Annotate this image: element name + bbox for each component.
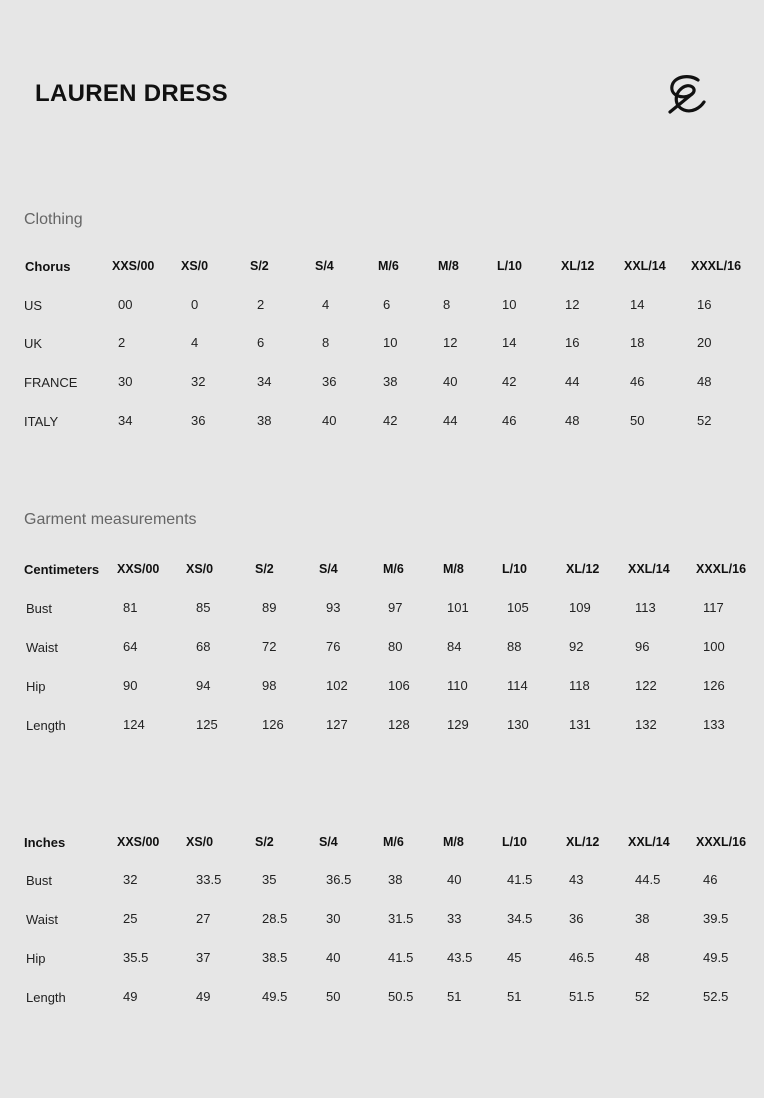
table-cell: 16 <box>697 297 712 312</box>
table-cell: 49 <box>123 989 138 1004</box>
table-cell: 133 <box>703 717 725 732</box>
table-cell: 30 <box>326 911 341 926</box>
row-label: Bust <box>26 601 53 616</box>
table-corner-label: Centimeters <box>24 562 100 577</box>
table-cell: 96 <box>635 639 650 654</box>
table-cell: 44 <box>565 374 580 389</box>
size-header: M/8 <box>443 562 464 576</box>
table-cell: 125 <box>196 717 218 732</box>
row-label: FRANCE <box>24 375 78 390</box>
size-header: M/8 <box>438 259 459 273</box>
table-cell: 12 <box>443 335 458 350</box>
table-cell: 49.5 <box>703 950 729 965</box>
table-cell: 105 <box>507 600 529 615</box>
size-header: S/2 <box>250 259 269 273</box>
table-cell: 44 <box>443 413 458 428</box>
table-cell: 50 <box>630 413 645 428</box>
table-cell: 12 <box>565 297 580 312</box>
table-cell: 48 <box>697 374 712 389</box>
table-cell: 36 <box>322 374 337 389</box>
table-cell: 100 <box>703 639 725 654</box>
table-cell: 88 <box>507 639 522 654</box>
size-header: XXS/00 <box>117 835 160 849</box>
table-cell: 128 <box>388 717 410 732</box>
size-header: XXL/14 <box>624 259 666 273</box>
table-cell: 48 <box>565 413 580 428</box>
table-cell: 40 <box>322 413 337 428</box>
size-header: XS/0 <box>181 259 209 273</box>
size-header: S/4 <box>319 835 338 849</box>
table-cell: 8 <box>322 335 330 350</box>
size-header: XS/0 <box>186 835 214 849</box>
size-header: XXL/14 <box>628 835 670 849</box>
table-cell: 2 <box>257 297 265 312</box>
table-cell: 41.5 <box>507 872 533 887</box>
table-cell: 106 <box>388 678 410 693</box>
table-cell: 64 <box>123 639 138 654</box>
table-cell: 38 <box>257 413 272 428</box>
row-label: ITALY <box>24 414 59 429</box>
size-header: L/10 <box>497 259 523 273</box>
table-cell: 4 <box>322 297 330 312</box>
table-cell: 27 <box>196 911 211 926</box>
size-header: XXL/14 <box>628 562 670 576</box>
table-cell: 46 <box>630 374 645 389</box>
table-cell: 4 <box>191 335 199 350</box>
table-cell: 34 <box>118 413 133 428</box>
size-header: L/10 <box>502 562 528 576</box>
table-cell: 35 <box>262 872 277 887</box>
row-label: Waist <box>26 640 59 655</box>
table-cell: 8 <box>443 297 451 312</box>
section-title-clothing: Clothing <box>24 211 83 228</box>
table-cell: 0 <box>191 297 199 312</box>
row-label: Length <box>26 718 66 733</box>
table-cell: 80 <box>388 639 403 654</box>
row-label: Hip <box>26 679 46 694</box>
table-cell: 124 <box>123 717 145 732</box>
table-cell: 25 <box>123 911 138 926</box>
table-cell: 72 <box>262 639 277 654</box>
table-cell: 48 <box>635 950 650 965</box>
size-header: S/2 <box>255 835 274 849</box>
table-cell: 36 <box>191 413 206 428</box>
table-cell: 122 <box>635 678 657 693</box>
table-cell: 51 <box>507 989 522 1004</box>
size-header: S/2 <box>255 562 274 576</box>
table-cell: 40 <box>326 950 341 965</box>
table-cell: 52.5 <box>703 989 729 1004</box>
size-header: S/4 <box>315 259 334 273</box>
size-header: S/4 <box>319 562 338 576</box>
table-cell: 20 <box>697 335 712 350</box>
table-cell: 6 <box>257 335 265 350</box>
table-cell: 102 <box>326 678 348 693</box>
table-cell: 6 <box>383 297 391 312</box>
table-cell: 35.5 <box>123 950 149 965</box>
table-cell: 14 <box>630 297 645 312</box>
table-cell: 33.5 <box>196 872 222 887</box>
table-cell: 76 <box>326 639 341 654</box>
table-cell: 68 <box>196 639 211 654</box>
table-cell: 43.5 <box>447 950 473 965</box>
table-cell: 37 <box>196 950 211 965</box>
table-cell: 44.5 <box>635 872 661 887</box>
row-label: Bust <box>26 873 53 888</box>
table-cell: 43 <box>569 872 584 887</box>
table-cell: 10 <box>502 297 517 312</box>
table-cell: 40 <box>447 872 462 887</box>
table-cell: 38.5 <box>262 950 288 965</box>
table-cell: 16 <box>565 335 580 350</box>
table-cell: 46 <box>502 413 517 428</box>
table-cell: 98 <box>262 678 277 693</box>
table-cell: 34 <box>257 374 272 389</box>
table-cell: 36 <box>569 911 584 926</box>
table-cell: 130 <box>507 717 529 732</box>
page-title: LAUREN DRESS <box>35 80 228 107</box>
table-cell: 109 <box>569 600 591 615</box>
table-cell: 14 <box>502 335 517 350</box>
table-cell: 45 <box>507 950 522 965</box>
size-header: XXS/00 <box>112 259 155 273</box>
table-cell: 84 <box>447 639 462 654</box>
table-cell: 10 <box>383 335 398 350</box>
size-header: XS/0 <box>186 562 214 576</box>
size-header: XL/12 <box>561 259 595 273</box>
table-cell: 2 <box>118 335 126 350</box>
section-title-garment-measurements: Garment measurements <box>24 511 197 528</box>
table-cell: 89 <box>262 600 277 615</box>
table-cell: 38 <box>635 911 650 926</box>
table-cell: 49 <box>196 989 211 1004</box>
table-cell: 50 <box>326 989 341 1004</box>
table-cell: 126 <box>703 678 725 693</box>
table-cell: 97 <box>388 600 403 615</box>
table-cell: 32 <box>123 872 138 887</box>
table-cell: 42 <box>502 374 517 389</box>
size-header: M/8 <box>443 835 464 849</box>
table-cell: 113 <box>635 600 656 615</box>
table-cell: 118 <box>569 678 590 693</box>
table-cell: 30 <box>118 374 133 389</box>
row-label: Hip <box>26 951 46 966</box>
table-corner-label: Inches <box>24 835 66 850</box>
size-header: M/6 <box>383 562 404 576</box>
table-cell: 00 <box>118 297 133 312</box>
table-cell: 92 <box>569 639 584 654</box>
size-header: XL/12 <box>566 562 600 576</box>
table-cell: 42 <box>383 413 398 428</box>
table-cell: 49.5 <box>262 989 288 1004</box>
size-header: M/6 <box>383 835 404 849</box>
table-cell: 110 <box>447 678 468 693</box>
table-cell: 52 <box>697 413 712 428</box>
table-cell: 38 <box>383 374 398 389</box>
row-label: Waist <box>26 912 59 927</box>
table-cell: 50.5 <box>388 989 414 1004</box>
table-cell: 46.5 <box>569 950 595 965</box>
table-cell: 129 <box>447 717 469 732</box>
table-cell: 85 <box>196 600 211 615</box>
size-header: XL/12 <box>566 835 600 849</box>
table-cell: 18 <box>630 335 645 350</box>
table-cell: 51 <box>447 989 462 1004</box>
table-cell: 81 <box>123 600 138 615</box>
table-cell: 51.5 <box>569 989 595 1004</box>
table-cell: 132 <box>635 717 657 732</box>
size-header: M/6 <box>378 259 399 273</box>
table-cell: 40 <box>443 374 458 389</box>
table-cell: 127 <box>326 717 348 732</box>
table-cell: 31.5 <box>388 911 414 926</box>
row-label: US <box>24 298 43 313</box>
table-cell: 90 <box>123 678 138 693</box>
table-cell: 36.5 <box>326 872 352 887</box>
table-cell: 34.5 <box>507 911 533 926</box>
table-cell: 41.5 <box>388 950 414 965</box>
table-cell: 38 <box>388 872 403 887</box>
table-cell: 114 <box>507 678 528 693</box>
row-label: UK <box>24 336 43 351</box>
table-cell: 126 <box>262 717 284 732</box>
row-label: Length <box>26 990 66 1005</box>
stylized-c-logo-icon <box>664 70 712 118</box>
table-cell: 94 <box>196 678 211 693</box>
size-header: XXXL/16 <box>696 835 747 849</box>
size-header: L/10 <box>502 835 528 849</box>
size-header: XXXL/16 <box>696 562 747 576</box>
table-cell: 39.5 <box>703 911 729 926</box>
table-corner-label: Chorus <box>25 259 71 274</box>
table-cell: 46 <box>703 872 718 887</box>
table-cell: 32 <box>191 374 206 389</box>
table-cell: 52 <box>635 989 650 1004</box>
table-cell: 117 <box>703 600 724 615</box>
table-cell: 93 <box>326 600 341 615</box>
table-cell: 131 <box>569 717 591 732</box>
size-header: XXS/00 <box>117 562 160 576</box>
table-cell: 33 <box>447 911 462 926</box>
table-cell: 101 <box>447 600 469 615</box>
table-cell: 28.5 <box>262 911 288 926</box>
size-header: XXXL/16 <box>691 259 742 273</box>
